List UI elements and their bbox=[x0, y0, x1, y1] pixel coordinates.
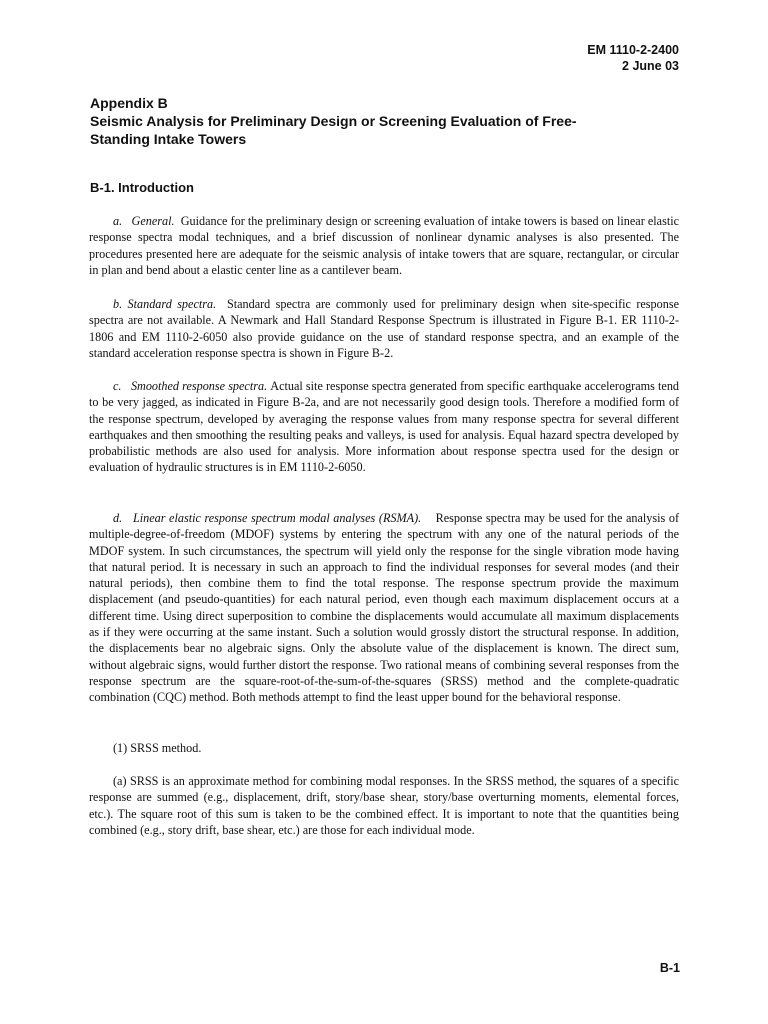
page-number: B-1 bbox=[659, 961, 680, 975]
paragraph-a-label: a. bbox=[113, 214, 123, 228]
paragraph-d1a-text: (a) SRSS is an approximate method for combining modal responses. In the SRSS method, the squares of a specific response are summed (e.g., displacement, drift, story/base shear, story/base overturning moments, elemental forces, etc.). The square root of this sum is taken to be the combined effect. It is important to note that the quantities being combined (e.g., story drift, base shear, etc.) are those for each individual mode. bbox=[89, 774, 679, 837]
paragraph-a-title: General. bbox=[131, 214, 175, 228]
paragraph-d1 bbox=[89, 740, 679, 756]
doc-date: 2 June 03 bbox=[622, 59, 679, 73]
paragraph-d-title: Linear elastic response spectrum modal analyses (RSMA). bbox=[132, 511, 422, 525]
paragraph-b-label: b. bbox=[113, 297, 123, 311]
paragraph-d1a bbox=[89, 773, 679, 838]
paragraph-c-text: Actual site response spectra generated from specific earthquake accelerograms tend to be very jagged, as indicated in Figure B-2a, and are not necessarily good design tools. Therefore a modified form of the response spectrum, developed by averaging the response values from many response spectra for several different earthquakes and then smoothing the resulting peaks and valleys, is used for analysis. Equal hazard spectra developed by probabilistic methods are also used for analysis. More information about response spectra used for the design or evaluation of hydraulic structures is in EM 1110-2-6050. bbox=[89, 379, 680, 475]
appendix-label: Appendix B bbox=[90, 95, 168, 111]
doc-number: EM 1110-2-2400 bbox=[587, 43, 679, 57]
paragraph-c-label: c. bbox=[113, 379, 122, 393]
paragraph-d bbox=[89, 510, 679, 706]
paragraph-c bbox=[89, 378, 679, 476]
paragraph-b-title: Standard spectra. bbox=[127, 297, 217, 311]
paragraph-d-text: Response spectra may be used for the analysis of multiple-degree-of-freedom (MDOF) systems by entering the spectrum with any one of the natural periods of the MDOF system. In such circumstances, the spectrum will yield only the response for the single vibration mode having that natural period. It is necessary in such an approach to find the individual responses for several modes (and their natural periods), then combine them to find the total response. The response spectrum provide the maximum displacement (and pseudo-quantities) for each natural period, even though each maximum displacement occurs at a different time. Using direct superposition to combine the displacements would accumulate all maximum displacements as if they were occurring at the same instant. Such a solution would grossly distort the structural response. In addition, the displacements bear no algebraic signs. Only the absolute value of the displacement is known. The direct sum, without algebraic signs, would further distort the response. Two rational means of combining several responses from the response spectrum are the square-root-of-the-sum-of-the-squares (SRSS) method and the complete-quadratic combination (CQC) method. Both methods attempt to find the least upper bound for the behavioral response. bbox=[89, 511, 679, 705]
paragraph-a bbox=[89, 213, 679, 278]
paragraph-d-label: d. bbox=[113, 511, 123, 525]
appendix-title-line-2: Standing Intake Towers bbox=[90, 131, 247, 147]
appendix-title-line-1: Seismic Analysis for Preliminary Design or Screening Evaluation of Free- bbox=[90, 113, 577, 129]
paragraph-b-text: Standard spectra are commonly used for preliminary design when site-specific response spectra are not available. A Newmark and Hall Standard Response Spectrum is illustrated in Figure B-1. ER 1110-2-1806 and EM 1110-2-6050 also provide guidance on the use of standard response spectra, and an example of the standard acceleration response spectra is shown in Figure B-2. bbox=[89, 297, 679, 360]
section-heading: B-1. Introduction bbox=[90, 180, 194, 195]
appendix-title bbox=[90, 94, 690, 148]
paragraph-a-text: Guidance for the preliminary design or screening evaluation of intake towers is based on linear elastic response spectra modal techniques, and a brief discussion of nonlinear dynamic analyses is also presented. The procedures presented here are adequate for the seismic analysis of intake towers that are square, rectangular, or circular in plan and bend about a elastic center line as a cantilever beam. bbox=[89, 214, 680, 277]
paragraph-d1-text: (1) SRSS method. bbox=[113, 741, 202, 755]
paragraph-b bbox=[89, 296, 679, 361]
document-header bbox=[587, 42, 679, 74]
paragraph-c-title: Smoothed response spectra. bbox=[130, 379, 268, 393]
